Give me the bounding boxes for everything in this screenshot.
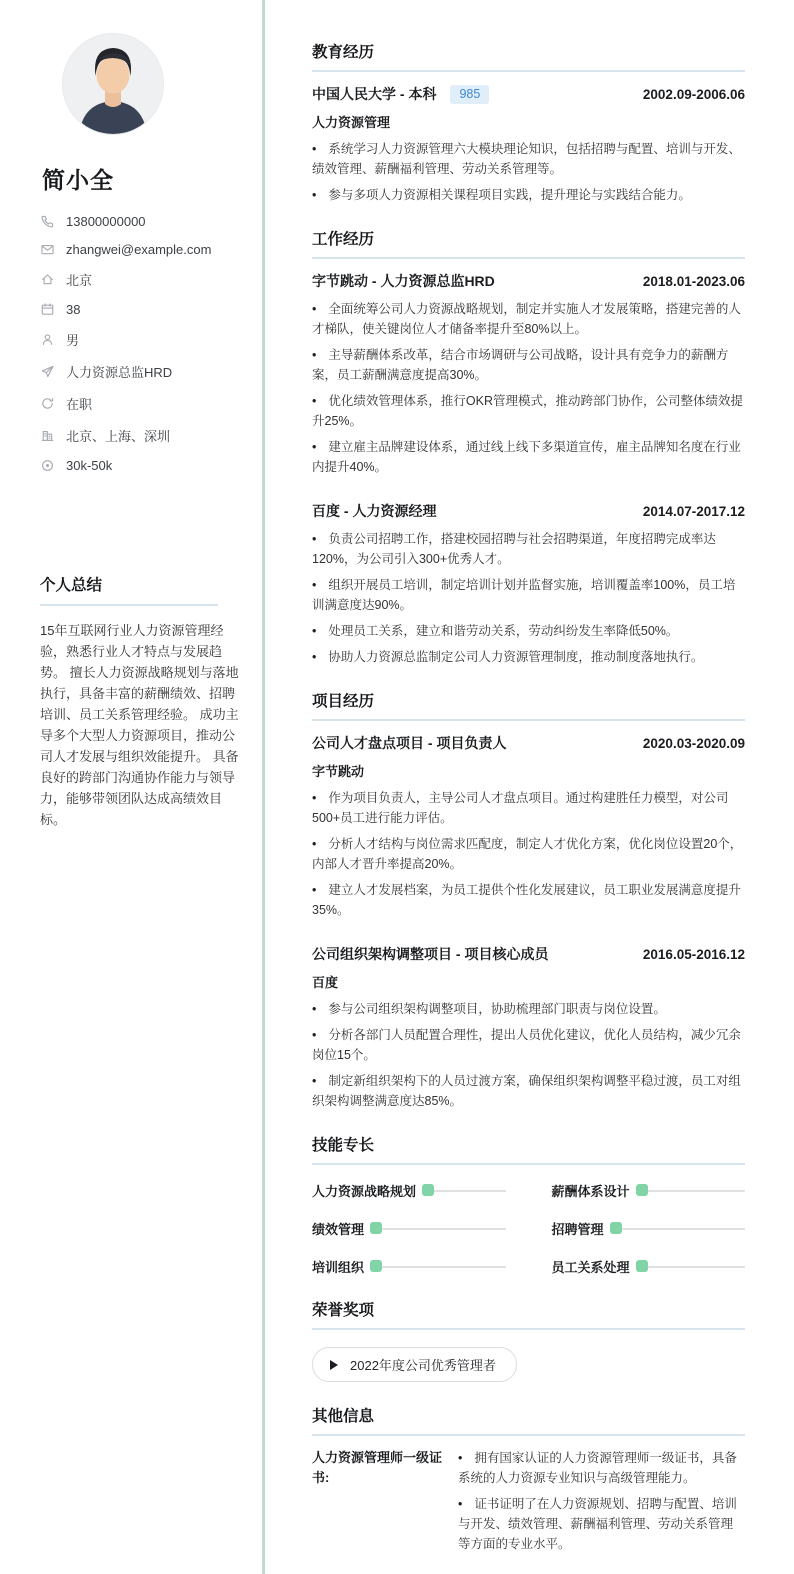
status-icon — [40, 396, 55, 411]
job-list — [312, 271, 745, 667]
portrait-illustration — [63, 34, 163, 134]
contact-text: 男 — [66, 333, 80, 348]
skill-slider — [376, 1228, 505, 1230]
job-heading-row — [312, 501, 745, 521]
contact-text: 38 — [66, 302, 81, 317]
contact-status — [40, 394, 242, 413]
job-heading: 百度 - 人力资源经理 — [312, 503, 437, 519]
certificate-bullet-list — [458, 1448, 745, 1554]
gender-icon — [40, 332, 55, 347]
project-heading-row — [312, 944, 745, 964]
skill-row — [312, 1257, 506, 1276]
play-icon — [330, 1360, 338, 1370]
contact-text: 人力资源总监HRD — [66, 365, 173, 380]
personal-summary-section — [40, 573, 242, 830]
contact-text: 北京、上海、深圳 — [66, 429, 171, 444]
skill-slider — [376, 1266, 505, 1268]
projects-title: 项目经历 — [312, 689, 745, 721]
skill-row — [552, 1181, 746, 1200]
section-skills — [312, 1133, 745, 1276]
project-company: 字节跳动 — [312, 764, 365, 779]
bullet: • 拥有国家认证的人力资源管理师一级证书，具备系统的人力资源专业知识与高级管理能力。 — [458, 1448, 745, 1488]
project-company: 百度 — [312, 975, 339, 990]
work-title: 工作经历 — [312, 227, 745, 259]
section-work — [312, 227, 745, 667]
bullet: • 证书证明了在人力资源规划、招聘与配置、培训与开发、绩效管理、薪酬福利管理、劳动关系管理等方面的专业水平。 — [458, 1494, 745, 1554]
honor-label: 2022年度公司优秀管理者 — [350, 1358, 496, 1373]
summary-title: 个人总结 — [40, 573, 218, 606]
section-projects — [312, 689, 745, 1111]
bullet: • 作为项目负责人，主导公司人才盘点项目。通过构建胜任力模型，对公司500+员工进行能力评估。 — [312, 788, 745, 828]
phone-icon — [40, 214, 55, 229]
bullet: • 建立雇主品牌建设体系，通过线上线下多渠道宣传，雇主品牌知名度在行业内提升40%。 — [312, 437, 745, 477]
skill-label: 人力资源战略规划 — [312, 1184, 417, 1199]
skill-slider — [616, 1228, 745, 1230]
job-bullet-list — [312, 299, 745, 477]
home-icon — [40, 272, 55, 287]
project-heading: 公司组织架构调整项目 - 项目核心成员 — [312, 946, 549, 962]
education-heading-row — [312, 84, 745, 104]
bullet: • 优化绩效管理体系，推行OKR管理模式，推动跨部门协作，公司整体绩效提升25%。 — [312, 391, 745, 431]
contact-list — [40, 214, 242, 473]
contact-text: zhangwei@example.com — [66, 242, 212, 257]
contact-phone — [40, 214, 242, 229]
skill-label: 招聘管理 — [551, 1222, 604, 1237]
salary-icon — [40, 458, 55, 473]
contact-email — [40, 242, 242, 257]
badge-985: 985 — [450, 85, 489, 104]
skill-slider — [642, 1190, 745, 1192]
project-date: 2020.03-2020.09 — [642, 735, 745, 751]
main-column — [265, 0, 794, 1574]
job-bullet-list — [312, 529, 745, 667]
position-icon — [40, 364, 55, 379]
contact-text: 在职 — [66, 397, 93, 412]
school-name: 中国人民大学 - 本科 — [312, 86, 437, 102]
project-date: 2016.05-2016.12 — [642, 946, 745, 962]
contact-text: 30k-50k — [66, 458, 113, 473]
bullet: • 参与公司组织架构调整项目，协助梳理部门职责与岗位设置。 — [312, 999, 745, 1019]
summary-text: 15年互联网行业人力资源管理经验，熟悉行业人才特点与发展趋势。 擅长人力资源战略规划与落地执行，具备丰富的薪酬绩效、招聘培训、员工关系管理经验。 成功主导多个大型人力资源项目，推动公司人才发展与组织效能提升。 具备良好的跨部门沟通协作能力与领导力，能够带领团队达成高绩效目标。 — [40, 623, 239, 828]
education-date: 2002.09-2006.06 — [642, 86, 745, 102]
project-heading-row — [312, 733, 745, 753]
skill-label: 员工关系处理 — [551, 1260, 630, 1275]
slider-knob-icon — [636, 1260, 648, 1272]
candidate-name: 简小全 — [42, 167, 114, 193]
skills-title: 技能专长 — [312, 1133, 745, 1165]
skill-row — [552, 1257, 746, 1276]
job-date: 2018.01-2023.06 — [642, 273, 745, 289]
bullet: • 分析各部门人员配置合理性，提出人员优化建议，优化人员结构，减少冗余岗位15个。 — [312, 1025, 745, 1065]
profile-photo — [62, 33, 164, 135]
bullet: • 全面统筹公司人力资源战略规划，制定并实施人才发展策略，搭建完善的人才梯队，使关键岗位人才储备率提升至80%以上。 — [312, 299, 745, 339]
certificate-name: 人力资源管理师一级证书: — [312, 1450, 443, 1485]
project-bullet-list — [312, 788, 745, 920]
contact-text: 13800000000 — [66, 214, 146, 229]
project-heading: 公司人才盘点项目 - 项目负责人 — [312, 735, 507, 751]
bullet: • 制定新组织架构下的人员过渡方案，确保组织架构调整平稳过渡，员工对组织架构调整满意度达85%。 — [312, 1071, 745, 1111]
bullet: • 组织开展员工培训，制定培训计划并监督实施，培训覆盖率100%，员工培训满意度达90%。 — [312, 575, 745, 615]
certificate-row — [312, 1448, 745, 1554]
bullet: • 负责公司招聘工作，搭建校园招聘与社会招聘渠道，年度招聘完成率达120%，为公司引入300+优秀人才。 — [312, 529, 745, 569]
project-bullet-list — [312, 999, 745, 1111]
education-title: 教育经历 — [312, 40, 745, 72]
major: 人力资源管理 — [312, 115, 391, 130]
job-heading-row — [312, 271, 745, 291]
age-icon — [40, 302, 55, 317]
skill-slider — [642, 1266, 745, 1268]
job-heading: 字节跳动 - 人力资源总监HRD — [312, 273, 495, 289]
section-other — [312, 1404, 745, 1554]
contact-salary — [40, 458, 242, 473]
bullet: • 系统学习人力资源管理六大模块理论知识，包括招聘与配置、培训与开发、绩效管理、薪酬福利管理、劳动关系管理等。 — [312, 139, 745, 179]
skill-label: 薪酬体系设计 — [551, 1184, 630, 1199]
skill-label: 培训组织 — [312, 1260, 365, 1275]
section-education — [312, 40, 745, 205]
slider-knob-icon — [636, 1184, 648, 1196]
sidebar — [0, 0, 262, 1574]
bullet: • 参与多项人力资源相关课程项目实践，提升理论与实践结合能力。 — [312, 185, 745, 205]
education-entry — [312, 84, 745, 205]
bullet: • 建立人才发展档案，为员工提供个性化发展建议，员工职业发展满意度提升35%。 — [312, 880, 745, 920]
skill-label: 绩效管理 — [312, 1222, 365, 1237]
bullet: • 分析人才结构与岗位需求匹配度，制定人才优化方案，优化岗位设置20个，内部人才晋升率提高20%。 — [312, 834, 745, 874]
contact-gender — [40, 330, 242, 349]
honors-title: 荣誉奖项 — [312, 1298, 745, 1330]
job-date: 2014.07-2017.12 — [642, 503, 745, 519]
contact-location — [40, 270, 242, 289]
job-entry — [312, 271, 745, 477]
project-entry — [312, 944, 745, 1111]
contact-age — [40, 302, 242, 317]
slider-knob-icon — [610, 1222, 622, 1234]
skill-slider — [428, 1190, 505, 1192]
slider-knob-icon — [370, 1260, 382, 1272]
honor-item[interactable] — [312, 1347, 517, 1382]
section-honors — [312, 1298, 745, 1382]
contact-position — [40, 362, 242, 381]
mail-icon — [40, 242, 55, 257]
contact-cities — [40, 426, 242, 445]
skill-row — [312, 1219, 506, 1238]
other-title: 其他信息 — [312, 1404, 745, 1436]
slider-knob-icon — [422, 1184, 434, 1196]
job-entry — [312, 501, 745, 667]
contact-text: 北京 — [66, 273, 93, 288]
skills-grid — [312, 1181, 745, 1276]
city-icon — [40, 428, 55, 443]
bullet: • 主导薪酬体系改革，结合市场调研与公司战略，设计具有竞争力的薪酬方案，员工薪酬满意度提高30%。 — [312, 345, 745, 385]
project-entry — [312, 733, 745, 920]
project-list — [312, 733, 745, 1111]
bullet: • 处理员工关系，建立和谐劳动关系，劳动纠纷发生率降低50%。 — [312, 621, 745, 641]
slider-knob-icon — [370, 1222, 382, 1234]
education-bullet-list — [312, 139, 745, 205]
skill-row — [312, 1181, 506, 1200]
bullet: • 协助人力资源总监制定公司人力资源管理制度，推动制度落地执行。 — [312, 647, 745, 667]
skill-row — [552, 1219, 746, 1238]
